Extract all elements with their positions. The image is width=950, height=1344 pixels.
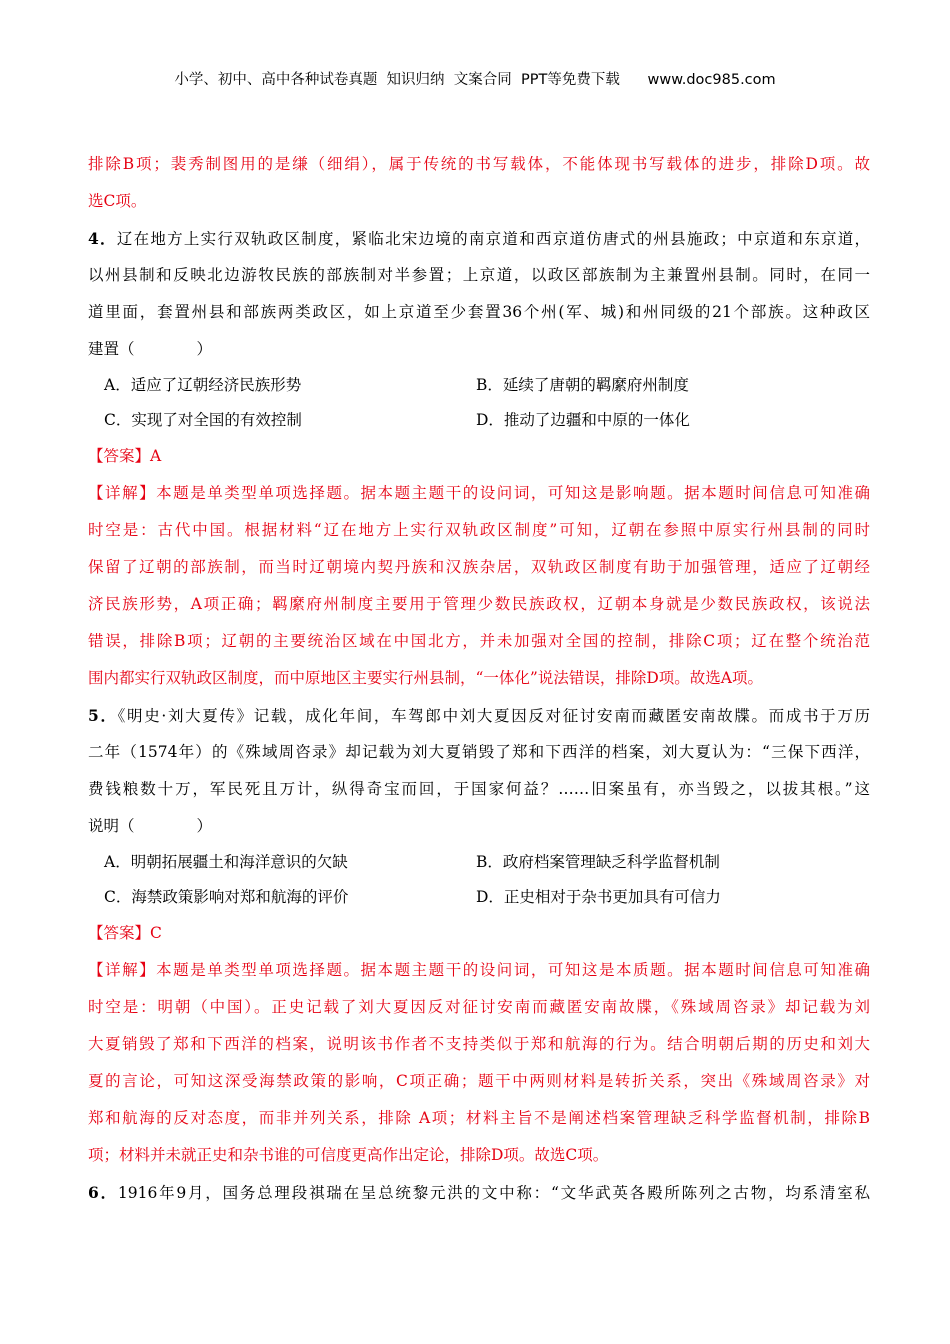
prev-detail-line: 选C项。 (88, 192, 147, 210)
question-5-line: 说明（ ） (88, 817, 213, 835)
question-4-detail-line: 【详解】本题是单类型单项选择题。据本题主题干的设问词，可知这是影响题。据本题时间信息可知准确 (88, 484, 870, 502)
question-6-line (88, 1174, 870, 1211)
question-4-answer: 【答案】A (88, 447, 162, 465)
question-4-detail-line: 保留了辽朝的部族制，而当时辽朝境内契丹族和汉族杂居，双轨政区制度有助于加强管理，适应了辽朝经 (88, 558, 870, 576)
question-4-line: 道里面，套置州县和部族两类政区，如上京道至少套置36个州(军、城)和州同级的21个部族。这种政区 (88, 303, 870, 321)
option-c: C．海禁政策影响对郑和航海的评价 (104, 888, 349, 906)
question-4-detail-line: 济民族形势，A项正确；羁縻府州制度主要用于管理少数民族政权，辽朝本身就是少数民族政权，该说法 (88, 595, 870, 613)
question-4-detail-line: 时空是：古代中国。根据材料“辽在地方上实行双轨政区制度”可知，辽朝在参照中原实行州县制的同时 (88, 521, 870, 539)
question-5-detail-line: 项；材料并未就正史和杂书谁的可信度更高作出定论，排除D项。故选C项。 (88, 1146, 609, 1164)
option-d: D．推动了边疆和中原的一体化 (476, 411, 690, 429)
option-d: D．正史相对于杂书更加具有可信力 (476, 888, 721, 906)
question-5-detail-line: 【详解】本题是单类型单项选择题。据本题主题干的设问词，可知这是本质题。据本题时间信息可知准确 (88, 961, 870, 979)
question-6-number: 6． (88, 1183, 118, 1202)
question-4-line (88, 220, 870, 257)
question-4-detail-line: 围内都实行双轨政区制度，而中原地区主要实行州县制，“一体化”说法错误，排除D项。故选A项。 (88, 669, 763, 687)
question-4-options-row (88, 403, 870, 438)
question-5-detail-line: 大夏销毁了郑和下西洋的档案，说明该书作者不支持类似于郑和航海的行为。结合明朝后期的历史和刘大 (88, 1035, 870, 1053)
question-6-text: 1916年9月，国务总理段祺瑞在呈总统黎元洪的文中称：“文华武英各殿所陈列之古物，均系清室私 (117, 1184, 870, 1202)
question-5-answer: 【答案】C (88, 924, 162, 942)
question-4-number: 4． (88, 229, 117, 248)
question-5-line: 费钱粮数十万，军民死且万计，纵得奇宝而回，于国家何益？……旧案虽有，亦当毁之，以拔其根。”这 (88, 780, 870, 798)
question-5-detail-line: 时空是：明朝（中国）。正史记载了刘大夏因反对征讨安南而藏匿安南故牒，《殊域周咨录》却记载为刘 (88, 998, 870, 1016)
question-5-options-row (88, 880, 870, 915)
question-4-detail-line: 错误，排除B项；辽朝的主要统治区域在中国北方，并未加强对全国的控制，排除C项；辽在整个统治范 (88, 632, 870, 650)
question-5-line (88, 697, 870, 734)
question-5-detail-line: 夏的言论，可知这深受海禁政策的影响，C项正确；题干中两则材料是转折关系，突出《殊域周咨录》对 (88, 1072, 870, 1090)
page-header: 小学、初中、高中各种试卷真题 知识归纳 文案合同 PPT等免费下载 www.doc985.com (174, 72, 776, 88)
question-5-detail-line: 郑和航海的反对态度，而非并列关系，排除 A项；材料主旨不是阐述档案管理缺乏科学监督机制，排除B (88, 1109, 870, 1127)
question-4-line: 建置（ ） (88, 340, 213, 358)
question-4-line: 以州县制和反映北边游牧民族的部族制对半参置；上京道，以政区部族制为主兼置州县制。同时，在同一 (88, 266, 870, 284)
option-a: A．适应了辽朝经济民族形势 (104, 376, 302, 394)
question-4-text: 辽在地方上实行双轨政区制度，紧临北宋边境的南京道和西京道仿唐式的州县施政；中京道和东京道， (116, 230, 870, 248)
option-c: C．实现了对全国的有效控制 (104, 411, 302, 429)
question-4-options-row (88, 368, 870, 403)
question-5-line: 二年（1574年）的《殊域周咨录》却记载为刘大夏销毁了郑和下西洋的档案，刘大夏认为：“三保下西洋， (88, 743, 870, 761)
question-5-text: 《明史·刘大夏传》记载，成化年间，车驾郎中刘大夏因反对征讨安南而藏匿安南故牒。而成书于万历 (117, 707, 870, 725)
option-b: B．延续了唐朝的羁縻府州制度 (476, 376, 689, 394)
option-b: B．政府档案管理缺乏科学监督机制 (476, 853, 720, 871)
option-a: A．明朝拓展疆土和海洋意识的欠缺 (104, 853, 348, 871)
content (88, 146, 870, 1211)
prev-detail-line: 排除B项；裴秀制图用的是缣（细绢），属于传统的书写载体，不能体现书写载体的进步，排除D项。故 (88, 155, 870, 173)
question-5-options-row (88, 845, 870, 880)
question-5-number: 5． (88, 706, 118, 725)
